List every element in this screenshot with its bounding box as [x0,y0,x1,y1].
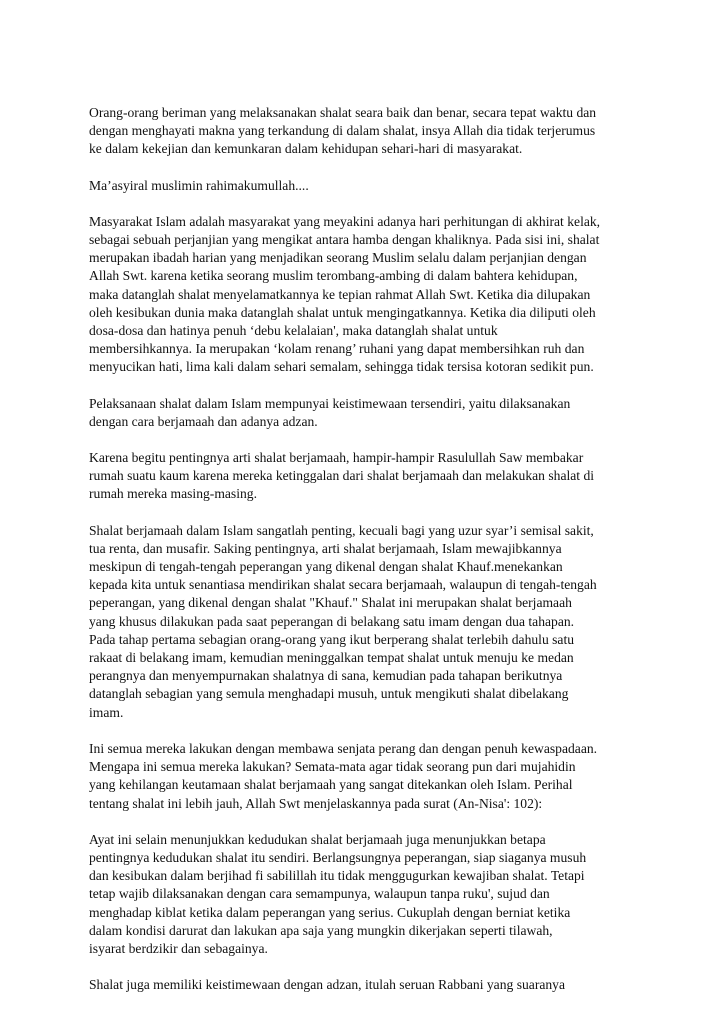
text-line: Allah Swt. karena ketika seorang muslim terombang-ambing di dalam bahtera kehidupan, [89,268,578,284]
text-line: imam. [89,704,124,720]
text-line: yang khusus dilakukan pada saat peperangan di belakang satu imam dengan dua tahapan. [89,613,575,629]
text-line: tetap wajib dilaksanakan dengan cara semampunya, walaupun tanpa ruku', sujud dan [89,886,550,902]
text-line: meskipun di tengah-tengah peperangan yang dikenal dengan shalat Khauf.menekankan [89,559,563,575]
text-line: Orang-orang beriman yang melaksanakan shalat seara baik dan benar, secara tepat waktu dan [89,105,597,120]
text-line: rumah suatu kaum karena mereka ketinggalan dari shalat berjamaah dan melakukan shalat di [89,468,595,484]
paragraph-3 [89,213,649,377]
text-line: dengan cara berjamaah dan adanya adzan. [89,413,318,429]
text-line: Karena begitu pentingnya arti shalat berjamaah, hampir-hampir Rasulullah Saw membakar [89,450,584,466]
text-line: Pelaksanaan shalat dalam Islam mempunyai keistimewaan tersendiri, yaitu dilaksanakan [89,395,571,411]
paragraph-2 [89,177,649,195]
text-line: maka datanglah shalat menyelamatkannya ke tepian rahmat Allah Swt. Ketika dia dilupakan [89,286,591,302]
text-line: Shalat juga memiliki keistimewaan dengan adzan, itulah seruan Rabbani yang suaranya [89,977,566,993]
text-line: oleh kesibukan dunia maka datanglah shalat untuk mengingatkannya. Ketika dia diliputi oleh [89,304,596,320]
paragraph-1 [89,104,649,159]
text-line: Ma’asyiral muslimin rahimakumullah.... [89,177,309,193]
text-line: kepada kita untuk senantiasa mendirikan shalat secara berjamaah, walaupun di tengah-tengah [89,577,597,593]
text-line: Ini semua mereka lakukan dengan membawa senjata perang dan dengan penuh kewaspadaan. [89,740,598,756]
text-line: dosa-dosa dan hatinya penuh ‘debu kelalaian', maka datanglah shalat untuk [89,323,498,339]
paragraph-4 [89,395,649,431]
text-line: peperangan, yang dikenal dengan shalat "Khauf." Shalat ini merupakan shalat berjamaah [89,595,572,611]
text-line: Shalat berjamaah dalam Islam sangatlah penting, kecuali bagi yang uzur syar’i semisal sakit, [89,522,594,538]
text-line: Ayat ini selain menunjukkan kedudukan shalat berjamaah juga menunjukkan betapa [89,831,546,847]
text-line: yang kehilangan keutamaan shalat berjamaah yang sangat ditekankan oleh Islam. Perihal [89,777,573,793]
text-line: menghadap kiblat ketika dalam peperangan yang serius. Cukuplah dengan berniat ketika [89,904,571,920]
text-line: tentang shalat ini lebih jauh, Allah Swt menjelaskannya pada surat (An-Nisa': 102): [89,795,543,811]
text-line: ke dalam kekejian dan kemunkaran dalam kehidupan sehari-hari di masyarakat. [89,141,523,157]
text-line: Pada tahap pertama sebagian orang-orang yang ikut berperang shalat terlebih dahulu satu [89,631,575,647]
text-line: dan kesibukan dalam berjihad fi sabilillah itu tidak menggugurkan kewajiban shalat. Tetapi [89,868,585,884]
text-line: dalam kondisi darurat dan lakukan apa saja yang mungkin dikerjakan seperti tilawah, [89,922,553,938]
text-line: perangnya dan menyempurnakan shalatnya di sana, kemudian pada tahapan berikutnya [89,668,563,684]
paragraph-5 [89,449,649,504]
text-line: sebagai sebuah perjanjian yang mengikat antara hamba dengan khaliknya. Pada sisi ini, shalat [89,232,600,248]
text-line: Masyarakat Islam adalah masyarakat yang meyakini adanya hari perhitungan di akhirat kelak, [89,213,601,229]
text-line: Mengapa ini semua mereka lakukan? Semata-mata agar tidak seorang pun dari mujahidin [89,759,576,775]
text-line: menyucikan hati, lima kali dalam sehari semalam, sehingga tidak tersisa kotoran sedikit pun. [89,359,594,375]
text-line: datanglah sebagian yang semula menghadapi musuh, untuk mengikuti shalat dibelakang [89,686,569,702]
document-page [89,104,649,1012]
paragraph-8 [89,831,649,958]
text-line: membersihkannya. Ia merupakan ‘kolam renang’ ruhani yang dapat membersihkan ruh dan [89,341,585,357]
paragraph-7 [89,740,649,813]
text-line: isyarat berdzikir dan sebagainya. [89,940,268,956]
paragraph-9 [89,976,649,994]
text-line: pentingnya kedudukan shalat itu sendiri. Berlangsungnya peperangan, siap siaganya musuh [89,849,587,865]
text-line: rakaat di belakang imam, kemudian meninggalkan tempat shalat untuk menuju ke medan [89,650,574,666]
text-line: tua renta, dan musafir. Saking pentingnya, arti shalat berjamaah, Islam mewajibkannya [89,540,562,556]
text-line: rumah mereka masing-masing. [89,486,257,502]
text-line: dengan menghayati makna yang terkandung di dalam shalat, insya Allah dia tidak terjerumus [89,123,596,139]
text-line: merupakan ibadah harian yang menjadikan seorang Muslim selalu dalam perjanjian dengan [89,250,587,266]
paragraph-6 [89,522,649,722]
